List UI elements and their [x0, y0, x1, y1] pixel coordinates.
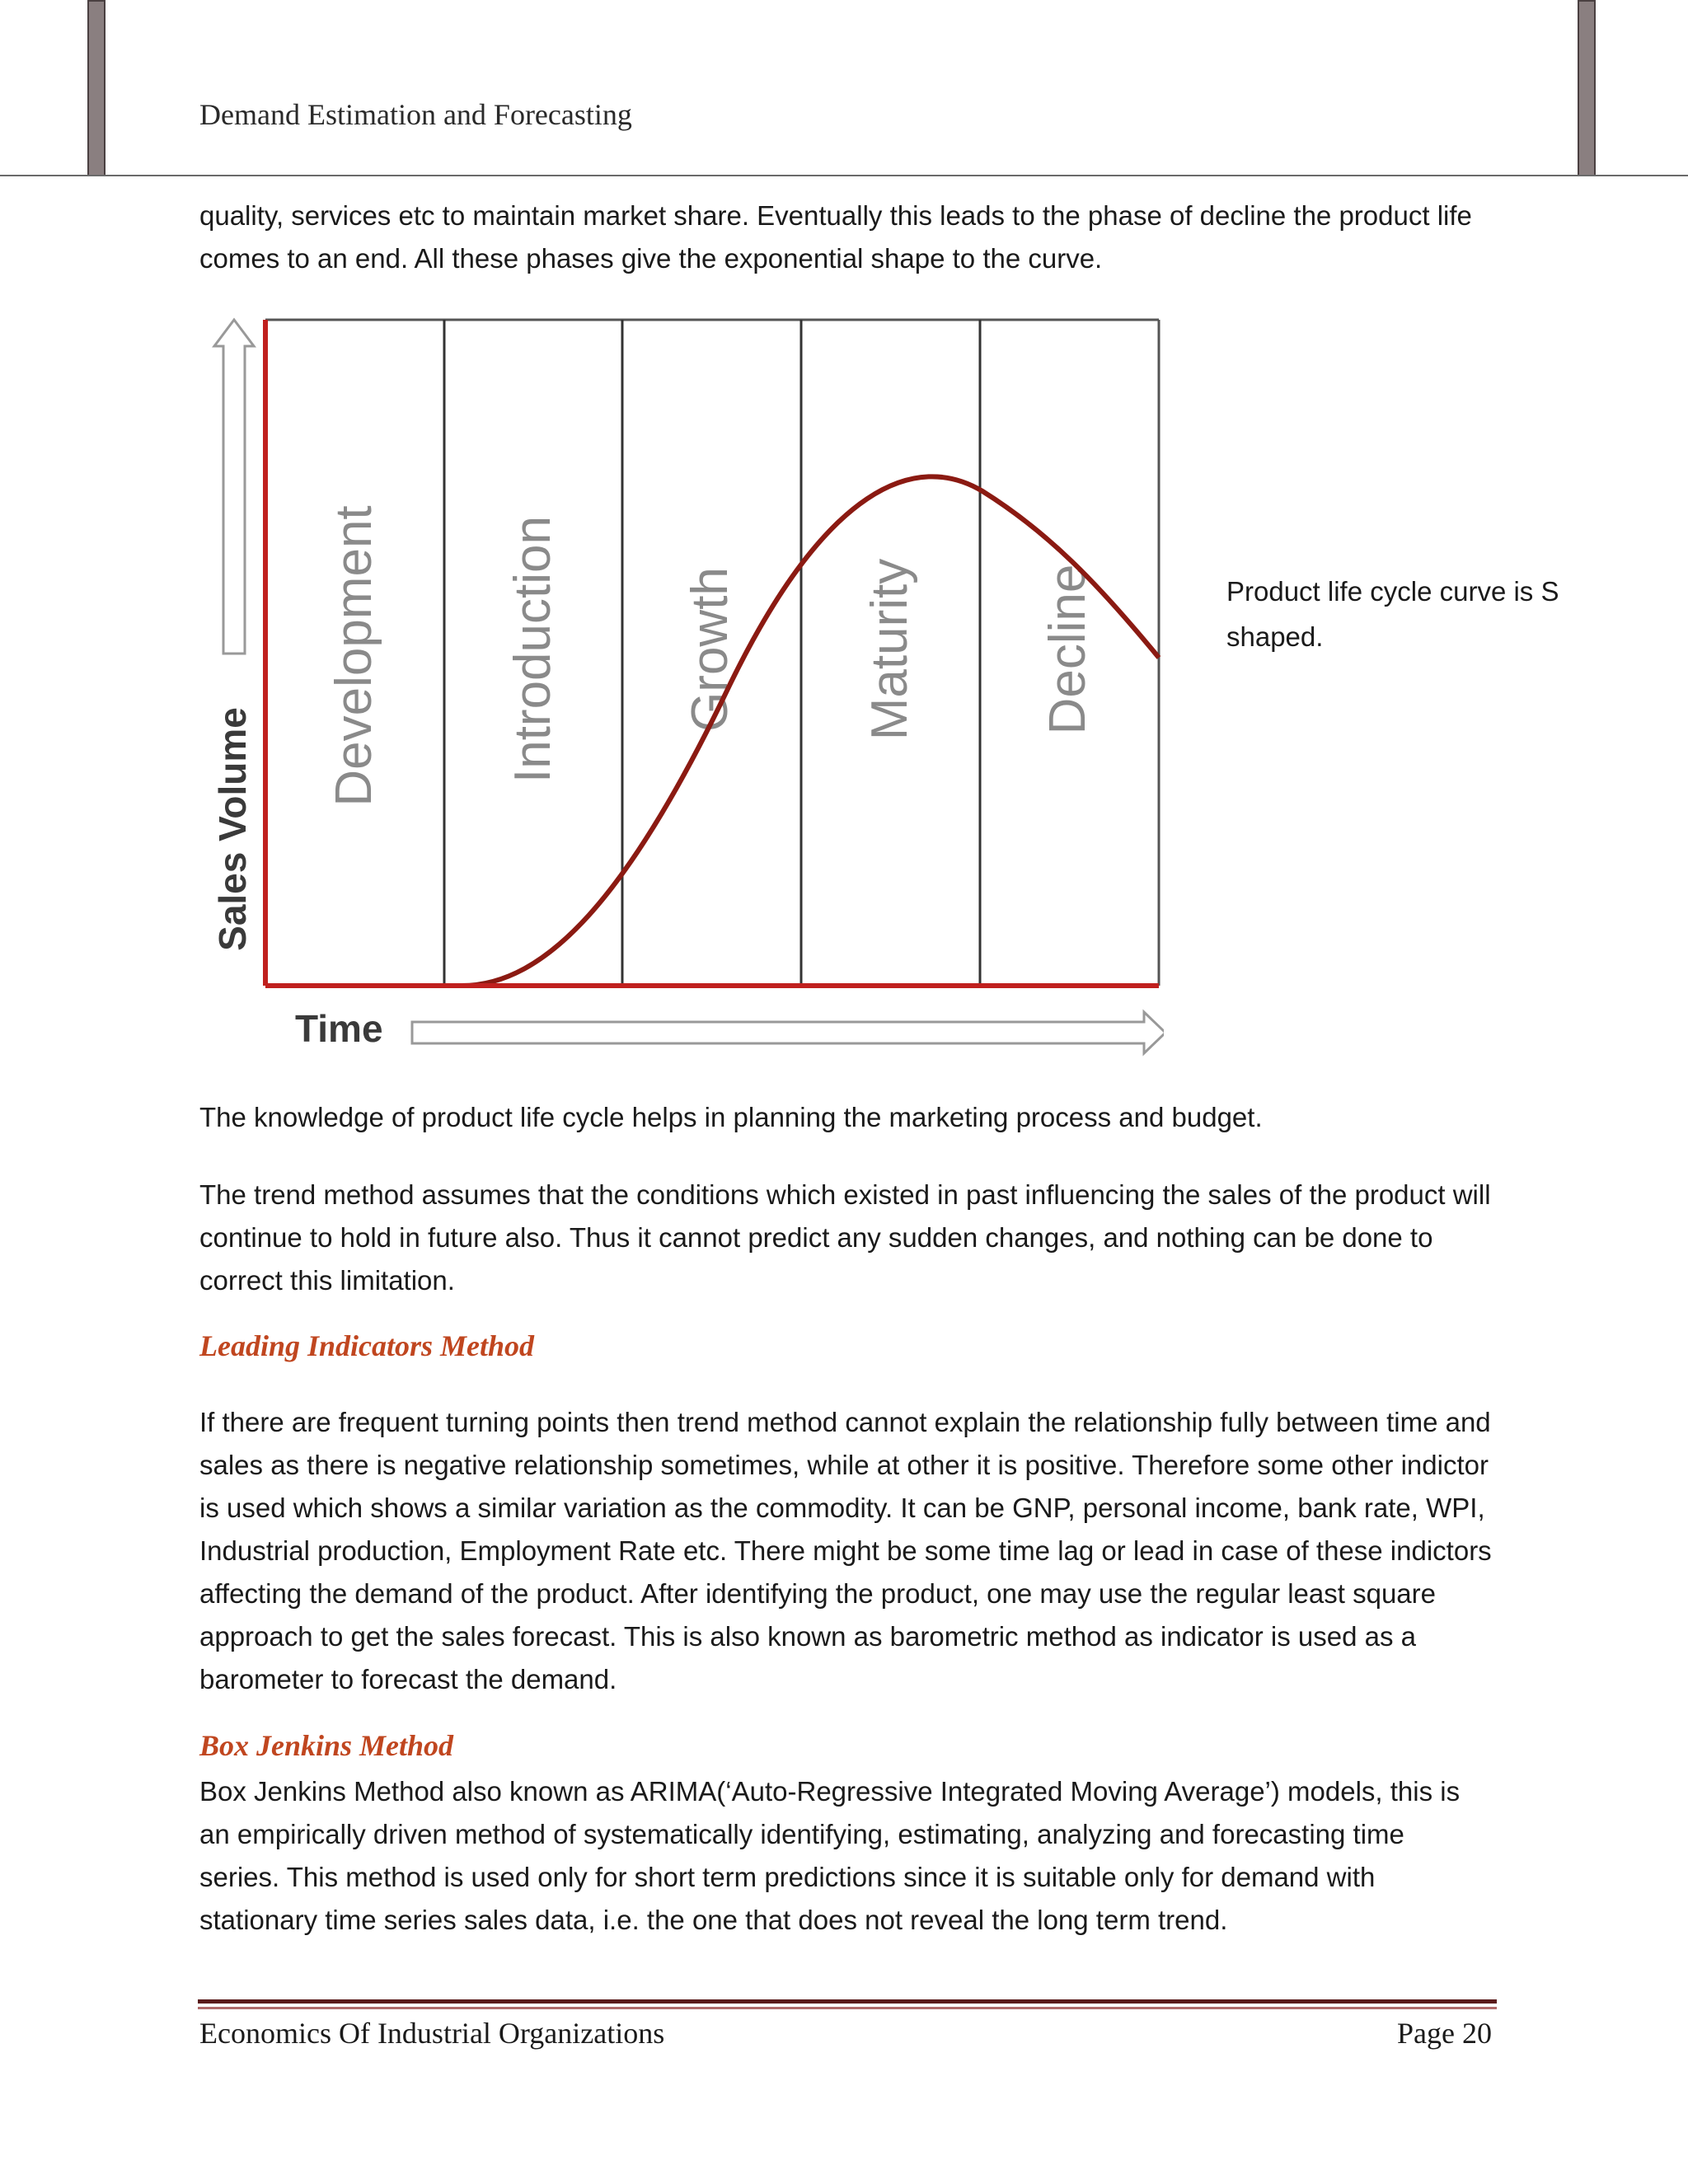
- heading-box-jenkins: Box Jenkins Method: [199, 1729, 454, 1762]
- footer-rule-thin: [198, 2007, 1497, 2009]
- header-title: Demand Estimation and Forecasting: [199, 98, 632, 131]
- figure-caption: Product life cycle curve is S shaped.: [1226, 576, 1559, 652]
- x-axis-arrow-icon: [412, 1012, 1164, 1053]
- phase-label-introduction: Introduction: [504, 516, 561, 783]
- header-right-bar: [1578, 0, 1596, 176]
- paragraph-box-jenkins: Box Jenkins Method also known as ARIMA(‘Auto-Regressive Integrated Moving Average’) models, this is an empirically driven method of systematically identifying, estimating, analyzing and forecasting time series. This method is used only for short term predictions since it is suitable only for demand with stationary time series sales data, i.e. the one that does not reveal the long term trend.: [199, 1776, 1461, 1935]
- header-left-bar: [87, 0, 106, 176]
- phase-label-decline: Decline: [1039, 564, 1096, 735]
- y-axis-arrow-icon: [214, 320, 254, 654]
- y-axis-label: Sales Volume: [211, 707, 254, 951]
- product-life-cycle-figure: [199, 312, 1164, 1070]
- phase-label-maturity: Maturity: [861, 558, 918, 741]
- paragraph-knowledge: The knowledge of product life cycle helps in planning the marketing process and budget.: [199, 1102, 1263, 1132]
- paragraph-intro: quality, services etc to maintain market share. Eventually this leads to the phase of decline the product life comes to an end. All these phases give the exponential shape to the curve.: [199, 200, 1472, 274]
- header-rule: [0, 175, 1688, 176]
- phase-label-development: Development: [326, 505, 382, 807]
- x-axis-label: Time: [295, 1007, 383, 1050]
- heading-leading-indicators: Leading Indicators Method: [199, 1329, 535, 1362]
- footer-rule: [198, 1999, 1497, 2004]
- plc-diagram: [199, 312, 1164, 1070]
- paragraph-leading-indicators: If there are frequent turning points then trend method cannot explain the relationship fully between time and sales as there is negative relationship sometimes, while at other it is positive. Therefore some other indictor is used which shows a similar variation as the commodity. It can be GNP, personal income, bank rate, WPI, Industrial production, Employment Rate etc. There might be some time lag or lead in case of these indictors affecting the demand of the product. After identifying the product, one may use the regular least square approach to get the sales forecast. This is also known as barometric method as indicator is used as a barometer to forecast the demand.: [199, 1407, 1492, 1694]
- footer-course-title: Economics Of Industrial Organizations: [199, 2017, 665, 2050]
- paragraph-trend-method: The trend method assumes that the conditions which existed in past influencing the sales of the product will continue to hold in future also. Thus it cannot predict any sudden changes, and nothing can be done to correct this limitation.: [199, 1179, 1491, 1296]
- phase-label-growth: Growth: [682, 567, 738, 732]
- footer-page-number: Page 20: [1397, 2017, 1492, 2050]
